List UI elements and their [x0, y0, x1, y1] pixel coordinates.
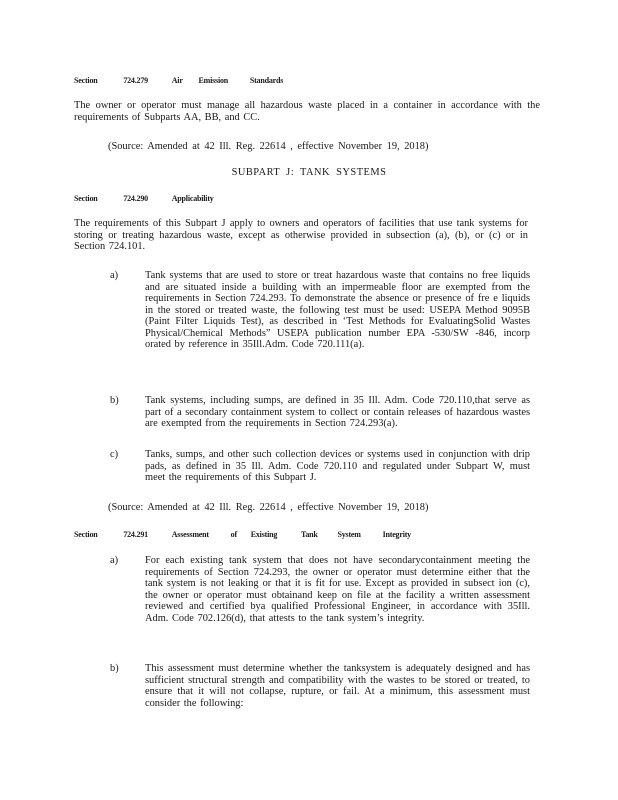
section-title-word: System [337, 530, 361, 539]
source-note: (Source: Amended at 42 Ill. Reg. 22614 , effective November 19, 2018) [108, 502, 429, 513]
section-title-word: Air [171, 76, 183, 85]
section-724-291-heading [74, 530, 411, 539]
item-text: Tank systems that are used to store or treat hazardous waste that contains no free liquids and are situated inside a building with an impermeable floor are exempted from the requirements in Section 724.293. To demonstrate the absence or presence of fre e liquids in the stored or treated waste, the following test must be used: USEPA Method 9095B (Paint Filter Liquids Test), as described in ‘Test Methods for EvaluatingSolid Wastes Physical/Chemical Methods” USEPA publication number EPA -530/SW -846, incorp orated by reference in 35Ill.Adm. Code 720.111(a). [145, 270, 530, 350]
section-title-word: Integrity [382, 530, 411, 539]
item-marker: c) [110, 449, 119, 460]
section-title-word: Tank [300, 530, 318, 539]
section-title-word: Emission [198, 76, 229, 85]
section-724-279-body: The owner or operator must manage all hazardous waste placed in a container in accordance with the requirements of Subparts AA, BB, and CC. [74, 100, 540, 123]
item-text: For each existing tank system that does not have secondarycontainment meeting the requirements of Section 724.293, the owner or operator must determine either that the tank system is not leaking or that it is fit for use. Except as provided in subsect ion (c), the owner or operator must obtainand keep on file at the facility a written assessment reviewed and certified bya qualified Professional Engineer, in accordance with 35Ill. Adm. Code 702.126(d), that attests to the tank system’s integrity. [145, 555, 530, 624]
item-marker: a) [110, 555, 119, 566]
section-title-word: Standards [249, 76, 284, 85]
section-724-279-heading [74, 76, 283, 85]
item-marker: b) [110, 663, 119, 674]
section-title-word: of [230, 530, 237, 539]
section-label: Section [74, 194, 98, 203]
section-title: Applicability [171, 194, 214, 203]
section-title-word: Assessment [171, 530, 209, 539]
section-title-word: Existing [250, 530, 278, 539]
subpart-heading: SUBPART J: TANK SYSTEMS [231, 167, 387, 178]
section-724-290-body: The requirements of this Subpart J apply to owners and operators of facilities that use tank systems for storing or treating hazardous waste, except as otherwise provided in subsection (a), (b), or (c) or in Section 724.101. [74, 218, 528, 252]
section-label: Section [74, 530, 98, 539]
item-text: Tank systems, including sumps, are defined in 35 Ill. Adm. Code 720.110,that serve as part of a secondary containment system to collect or contain releases of hazardous wastes are exempted from the requirements in Section 724.293(a). [145, 395, 530, 429]
section-724-290-heading [74, 194, 214, 203]
section-number: 724.290 [123, 194, 148, 203]
section-number: 724.291 [123, 530, 148, 539]
section-number: 724.279 [123, 76, 148, 85]
item-marker: b) [110, 395, 119, 406]
item-text: Tanks, sumps, and other such collection devices or systems used in conjunction with drip pads, as defined in 35 Ill. Adm. Code 720.110 and regulated under Subpart W, must meet the requirements of this Subpart J. [145, 449, 530, 483]
item-marker: a) [110, 270, 119, 281]
source-note: (Source: Amended at 42 Ill. Reg. 22614 , effective November 19, 2018) [108, 141, 429, 152]
item-text: This assessment must determine whether the tanksystem is adequately designed and has sufficient structural strength and compatibility with the wastes to be stored or treated, to ensure that it will not collapse, rupture, or fail. At a minimum, this assessment must consider the following: [145, 663, 530, 709]
section-label: Section [74, 76, 98, 85]
